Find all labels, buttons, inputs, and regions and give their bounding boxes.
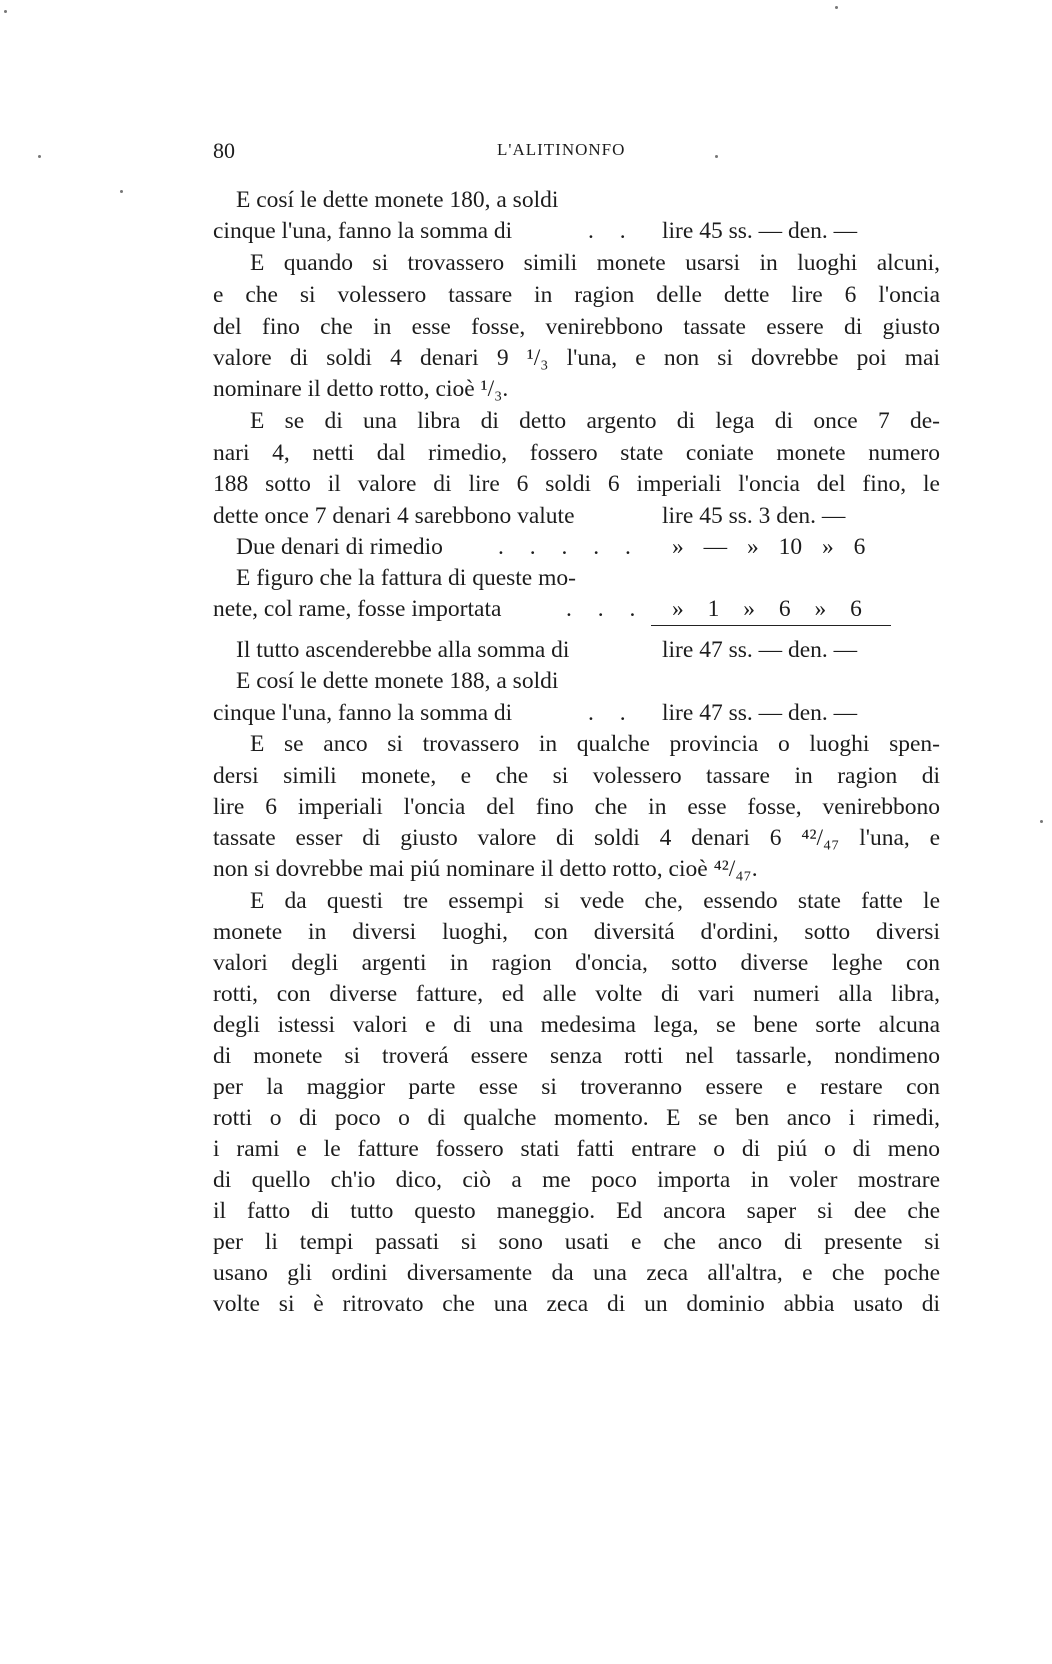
text-line: rotti o di poco o di qualche momento. E se ben anco i rimedi, <box>213 1105 940 1131</box>
text-line: del fino che in esse fosse, venirebbono tassate essere di giusto <box>213 314 940 340</box>
text-line: volte si è ritrovato che una zeca di un dominio abbia usato di <box>213 1291 940 1317</box>
account-label: dette once 7 denari 4 sarebbono valute <box>213 503 575 529</box>
page-header <box>213 138 943 168</box>
account-label: nete, col rame, fosse importata <box>213 596 502 622</box>
scan-speck <box>38 155 41 158</box>
scan-speck <box>715 155 718 158</box>
page-number: 80 <box>213 138 235 163</box>
text-line: monete in diversi luoghi, con diversitá d'ordini, sotto diversi <box>213 919 940 945</box>
scan-speck <box>835 6 838 9</box>
account-label: E cosí le dette monete 188, a soldi <box>236 668 559 694</box>
account-amount: lire 47 ss. — den. — <box>662 637 858 663</box>
account-label: E figuro che la fattura di queste mo- <box>236 565 576 591</box>
account-label: Due denari di rimedio <box>236 534 443 560</box>
account-amount: » — » 10 » 6 <box>672 534 866 560</box>
leader-dots: . . . . . <box>498 534 641 560</box>
text-line: E se di una libra di detto argento di lega di once 7 de- <box>250 408 940 434</box>
text-line: valore di soldi 4 denari 9 ¹/₃ l'una, e non si dovrebbe poi mai <box>213 345 940 371</box>
text-line: nominare il detto rotto, cioè ¹/₃. <box>213 376 509 402</box>
text-line: E quando si trovassero simili monete usarsi in luoghi alcuni, <box>250 250 940 276</box>
text-line: per li tempi passati si sono usati e che anco di presente si <box>213 1229 940 1255</box>
running-title: L'ALITINONFO <box>497 140 626 159</box>
account-amount: lire 47 ss. — den. — <box>662 700 858 726</box>
scan-speck <box>120 190 123 193</box>
text-line: rotti, con diverse fatture, ed alle volte di vari numeri alla libra, <box>213 981 940 1007</box>
account-label: Il tutto ascenderebbe alla somma di <box>236 637 570 663</box>
text-line: e che si volessero tassare in ragion delle dette lire 6 l'oncia <box>213 282 940 308</box>
scan-speck <box>4 10 7 13</box>
text-line: E da questi tre essempi si vede che, essendo state fatte le <box>250 888 940 914</box>
text-line: degli istessi valori e di una medesima lega, se bene sorte alcuna <box>213 1012 940 1038</box>
account-amount: » 1 » 6 » 6 <box>672 596 862 622</box>
text-line: usano gli ordini diversamente da una zeca all'altra, e che poche <box>213 1260 940 1286</box>
text-line: il fatto di tutto questo maneggio. Ed ancora saper si dee che <box>213 1198 940 1224</box>
account-amount: lire 45 ss. 3 den. — <box>662 503 846 529</box>
text-line: i rami e le fatture fossero stati fatti entrare o di piú o di meno <box>213 1136 940 1162</box>
text-line: di monete si troverá essere senza rotti nel tassarle, nondimeno <box>213 1043 940 1069</box>
scan-speck <box>1040 820 1043 823</box>
account-label: cinque l'una, fanno la somma di <box>213 218 513 244</box>
account-label: E cosí le dette monete 180, a soldi <box>236 187 559 213</box>
leader-dots: . . <box>588 218 636 244</box>
text-line: 188 sotto il valore di lire 6 soldi 6 imperiali l'oncia del fino, le <box>213 471 940 497</box>
sum-rule <box>651 625 891 626</box>
text-line: valori degli argenti in ragion d'oncia, sotto diverse leghe con <box>213 950 940 976</box>
account-label: cinque l'una, fanno la somma di <box>213 700 513 726</box>
text-line: dersi simili monete, e che si volessero tassare in ragion di <box>213 763 940 789</box>
text-line: non si dovrebbe mai piú nominare il detto rotto, cioè ⁴²/₄₇. <box>213 856 758 882</box>
text-line: di quello ch'io dico, ciò a me poco importa in voler mostrare <box>213 1167 940 1193</box>
account-amount: lire 45 ss. — den. — <box>662 218 858 244</box>
text-line: per la maggior parte esse si troveranno essere e restare con <box>213 1074 940 1100</box>
text-line: E se anco si trovassero in qualche provincia o luoghi spen- <box>250 731 940 757</box>
text-line: tassate esser di giusto valore di soldi 4 denari 6 ⁴²/₄₇ l'una, e <box>213 825 940 851</box>
leader-dots: . . . <box>566 596 646 622</box>
text-line: lire 6 imperiali l'oncia del fino che in esse fosse, venirebbono <box>213 794 940 820</box>
text-line: nari 4, netti dal rimedio, fossero state coniate monete numero <box>213 440 940 466</box>
leader-dots: . . <box>588 700 636 726</box>
